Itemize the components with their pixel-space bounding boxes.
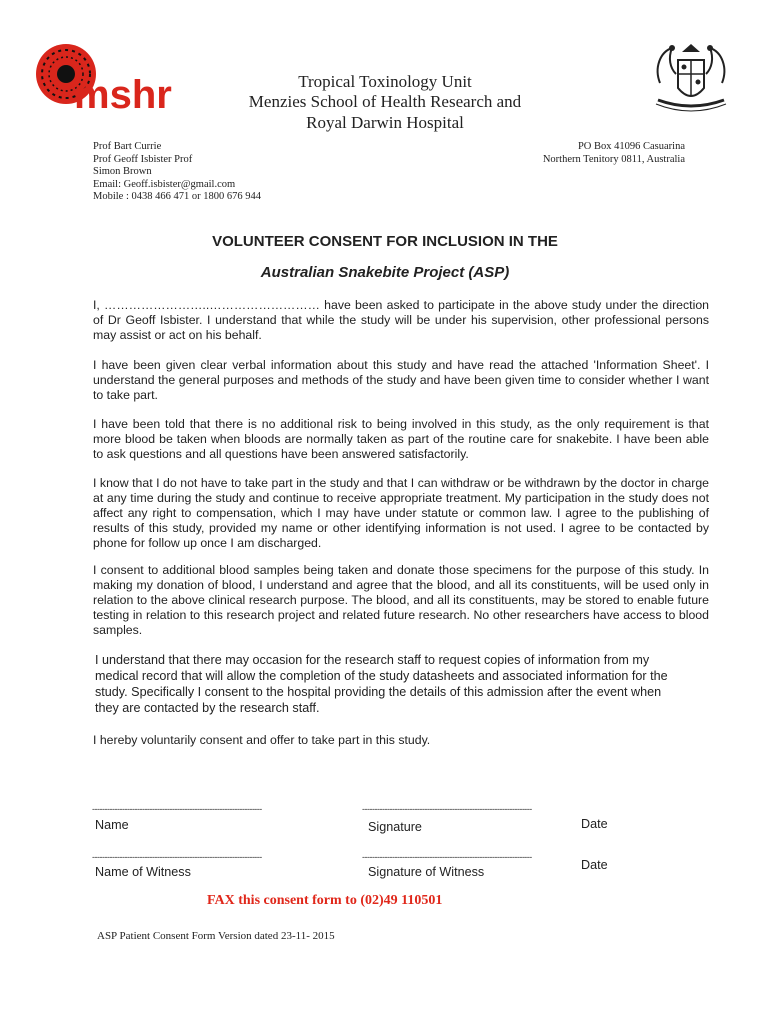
consent-paragraph: I have been told that there is no additional risk to being involved in this study, as the only requirement is that more blood be taken when bloods are normally taken as part of the routine care for snakebite. I have been able to ask questions and all questions have been answered satisfactorily. (93, 417, 709, 461)
postal-address (543, 141, 685, 166)
consent-paragraph: I have been given clear verbal information about this study and have read the attached 'Information Sheet'. I understand the general purposes and methods of the study and have been given time to consider whether I want to take part. (93, 358, 709, 402)
form-title: VOLUNTEER CONSENT FOR INCLUSION IN THE (212, 233, 558, 250)
contact-mobile: Mobile : 0438 466 471 or 1800 676 944 (93, 191, 261, 203)
fax-instruction: FAX this consent form to (02)49 110501 (207, 893, 443, 908)
contact-email: Email: Geoff.isbister@gmail.com (93, 178, 236, 190)
unit-name: Tropical Toxinology Unit (298, 72, 472, 91)
contact-line: Simon Brown (93, 166, 152, 178)
consent-paragraph: I understand that there may occasion for the research staff to request copies of information from my medical record that will allow the completion of the study datasheets and associated information for the study. Specifically I consent to the hospital providing the details of this admission after the event when they are contacted by the research staff. (95, 653, 668, 715)
contact-details (93, 141, 261, 204)
contact-line: Prof Geoff Isbister Prof (93, 153, 193, 165)
witness-name-label: Name of Witness (95, 865, 191, 879)
name-line[interactable]: -------------------------------------------------------------------- (92, 804, 262, 814)
project-title: Australian Snakebite Project (ASP) (260, 264, 510, 281)
witness-date-label: Date (581, 858, 608, 872)
witness-name-line[interactable]: -------------------------------------------------------------------- (92, 852, 262, 862)
name-label: Name (95, 818, 129, 832)
address-line: Northern Tenitory 0811, Australia (542, 153, 685, 165)
form-version: ASP Patient Consent Form Version dated 23-11- 2015 (97, 930, 335, 942)
consent-paragraph: I consent to additional blood samples being taken and donate those specimens for the purpose of this study. In making my donation of blood, I understand and agree that the blood, and all its constituents, will be used only in relation to the above clinical research purpose. The blood, and all its constituents, may be stored to enable future testing in relation to this research project and related future research. No other researchers have access to blood samples. (93, 563, 709, 637)
witness-signature-line[interactable]: -------------------------------------------------------------------- (362, 852, 532, 862)
contact-line: Prof Bart Currie (93, 141, 162, 152)
consent-statement: I hereby voluntarily consent and offer to take part in this study. (93, 733, 431, 747)
witness-signature-label: Signature of Witness (368, 865, 485, 879)
address-line: PO Box 41096 Casuarina (577, 141, 685, 152)
logo-wordmark: mshr (74, 73, 172, 117)
institution-name: Menzies School of Health Research and (248, 92, 522, 111)
signature-label: Signature (368, 820, 422, 834)
date-label: Date (581, 817, 608, 831)
signature-line[interactable]: -------------------------------------------------------------------- (362, 804, 532, 814)
consent-paragraph: I, ……………………..……………………… have been asked to participate in the above study under the direction of Dr Geoff Isbister. I understand that while the study will be under his supervision, other professional persons may assist or act on his behalf. (93, 298, 709, 342)
consent-paragraph: I know that I do not have to take part in the study and that I can withdraw or be withdrawn by the doctor in charge at any time during the study and continue to receive appropriate treatment. My participation in the study does not affect any right to compensation, which I may have under statute or common law. I agree to the publishing of results of this study, provided my name or other identifying information is not used. I agree to be contacted by phone for follow up once I am discharged. (93, 476, 709, 550)
hospital-name: Royal Darwin Hospital (306, 113, 464, 132)
